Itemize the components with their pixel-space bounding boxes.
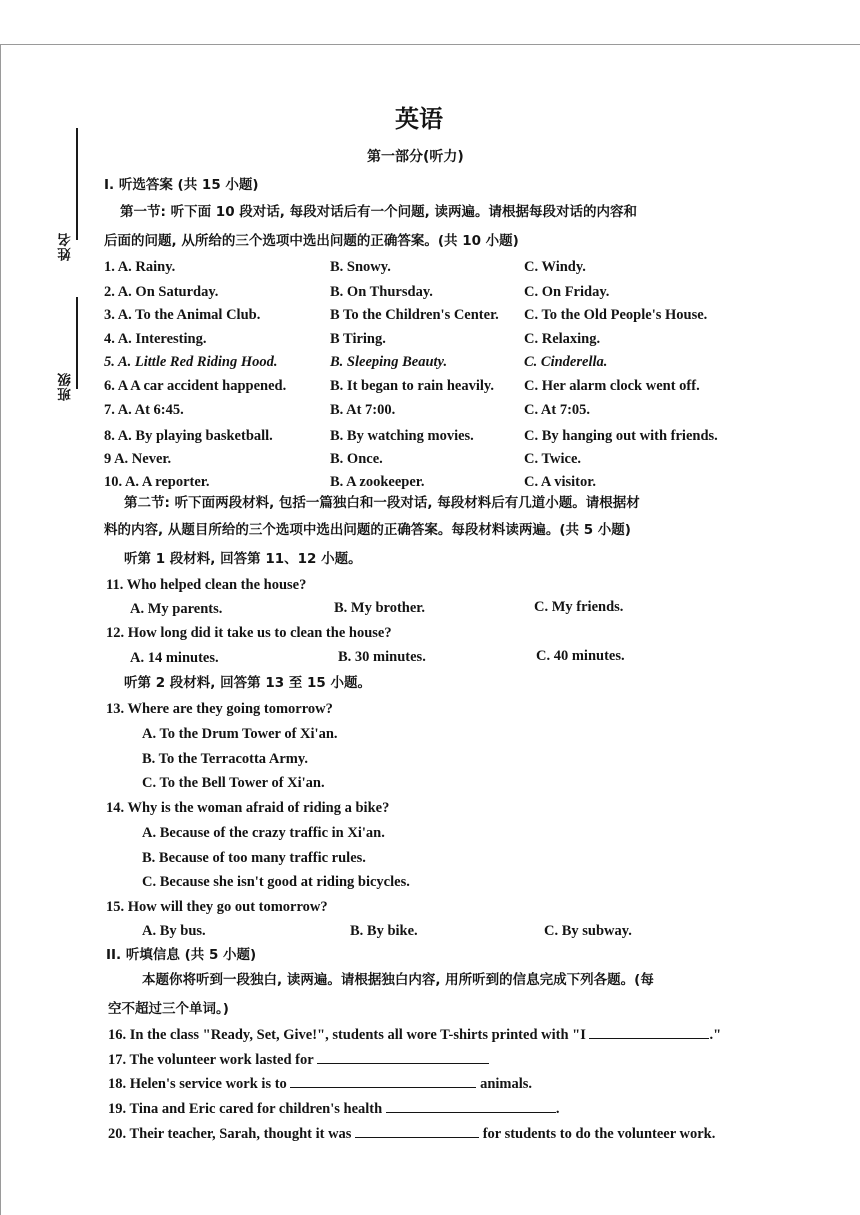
- q8-option-c: C. By hanging out with friends.: [524, 428, 718, 444]
- q12-stem: 12. How long did it take us to clean the house?: [106, 625, 392, 641]
- q9-option-b: B. Once.: [330, 451, 383, 467]
- section2-instruction-line2: 料的内容, 从题目所给的三个选项中选出问题的正确答案。每段材料读两遍。(共 5 小题): [104, 522, 631, 538]
- q17-blank[interactable]: [317, 1051, 489, 1064]
- q16-line: [108, 1026, 721, 1044]
- q17-text-before: 17. The volunteer work lasted for: [108, 1052, 318, 1068]
- q3-option-a: 3. A. To the Animal Club.: [104, 307, 261, 323]
- q9-option-a: 9 A. Never.: [104, 451, 172, 467]
- q20-text-before: 20. Their teacher, Sarah, thought it was: [108, 1126, 356, 1142]
- class-line: [76, 297, 78, 389]
- page-title: 英语: [395, 105, 443, 133]
- q7-option-c: C. At 7:05.: [524, 402, 591, 418]
- q20-blank[interactable]: [355, 1125, 479, 1138]
- q10-option-c: C. A visitor.: [524, 474, 596, 490]
- q15-option-b: B. By bike.: [350, 923, 418, 939]
- q19-blank[interactable]: [386, 1100, 556, 1113]
- q3-option-b: B To the Children's Center.: [330, 307, 499, 323]
- material2-heading: 听第 2 段材料, 回答第 13 至 15 小题。: [124, 675, 371, 691]
- q11-option-b: B. My brother.: [334, 600, 426, 616]
- q15-option-c: C. By subway.: [544, 923, 632, 939]
- section1-instruction-line1: 第一节: 听下面 10 段对话, 每段对话后有一个问题, 读两遍。请根据每段对话的内容和: [120, 204, 637, 220]
- q2-option-b: B. On Thursday.: [330, 284, 433, 300]
- q11-stem: 11. Who helped clean the house?: [106, 577, 307, 593]
- q1-option-a: 1. A. Rainy.: [104, 259, 176, 275]
- page-subtitle: 第一部分(听力): [367, 149, 464, 165]
- q10-option-b: B. A zookeeper.: [330, 474, 425, 490]
- q20-line: [108, 1125, 715, 1143]
- q9-option-c: C. Twice.: [524, 451, 582, 467]
- material1-heading: 听第 1 段材料, 回答第 11、12 小题。: [124, 551, 362, 567]
- q8-option-b: B. By watching movies.: [330, 428, 474, 444]
- q4-option-b: B Tiring.: [330, 331, 386, 347]
- name-label: 姓名: [58, 232, 74, 261]
- q11-option-c: C. My friends.: [534, 599, 624, 615]
- q19-text-after: .: [555, 1101, 560, 1117]
- q18-line: [108, 1075, 532, 1093]
- q11-option-a: A. My parents.: [130, 601, 223, 617]
- q6-option-c: C. Her alarm clock went off.: [524, 378, 700, 394]
- q13-option-a: A. To the Drum Tower of Xi'an.: [142, 726, 338, 742]
- q5-option-a: 5. A. Little Red Riding Hood.: [104, 354, 278, 370]
- q12-option-b: B. 30 minutes.: [338, 649, 426, 665]
- q16-text-before: 16. In the class "Ready, Set, Give!", students all wore T-shirts printed with "I: [108, 1027, 590, 1043]
- q12-option-c: C. 40 minutes.: [536, 648, 625, 664]
- frame-top-border: [0, 44, 860, 45]
- q8-option-a: 8. A. By playing basketball.: [104, 428, 273, 444]
- q2-option-c: C. On Friday.: [524, 284, 610, 300]
- q14-option-a: A. Because of the crazy traffic in Xi'an.: [142, 825, 385, 841]
- q16-text-after: .": [709, 1027, 722, 1043]
- q14-option-b: B. Because of too many traffic rules.: [142, 850, 366, 866]
- q13-option-c: C. To the Bell Tower of Xi'an.: [142, 775, 325, 791]
- q1-option-b: B. Snowy.: [330, 259, 391, 275]
- q14-option-c: C. Because she isn't good at riding bicycles.: [142, 874, 410, 890]
- q7-option-a: 7. A. At 6:45.: [104, 402, 184, 418]
- part1-heading: I. 听选答案 (共 15 小题): [104, 177, 259, 193]
- section2-instruction-line1: 第二节: 听下面两段材料, 包括一篇独白和一段对话, 每段材料后有几道小题。请根据材: [124, 495, 640, 511]
- q5-option-b: B. Sleeping Beauty.: [330, 354, 448, 370]
- q6-option-b: B. It began to rain heavily.: [330, 378, 494, 394]
- q20-text-after: for students to do the volunteer work.: [479, 1126, 716, 1142]
- q4-option-a: 4. A. Interesting.: [104, 331, 207, 347]
- section1-instruction-line2: 后面的问题, 从所给的三个选项中选出问题的正确答案。(共 10 小题): [104, 233, 519, 249]
- frame-left-border: [0, 44, 1, 1215]
- q18-text-after: animals.: [476, 1076, 533, 1092]
- q2-option-a: 2. A. On Saturday.: [104, 284, 219, 300]
- q5-option-c: C. Cinderella.: [524, 354, 608, 370]
- q3-option-c: C. To the Old People's House.: [524, 307, 708, 323]
- q1-option-c: C. Windy.: [524, 259, 586, 275]
- q15-option-a: A. By bus.: [142, 923, 206, 939]
- part2-instruction-line1: 本题你将听到一段独白, 读两遍。请根据独白内容, 用所听到的信息完成下列各题。(每: [142, 972, 654, 988]
- q10-option-a: 10. A. A reporter.: [104, 474, 210, 490]
- q19-line: [108, 1100, 559, 1118]
- class-label: 班级: [58, 372, 74, 401]
- q14-stem: 14. Why is the woman afraid of riding a bike?: [106, 800, 390, 816]
- q13-stem: 13. Where are they going tomorrow?: [106, 701, 333, 717]
- part2-heading: II. 听填信息 (共 5 小题): [106, 947, 257, 963]
- q16-blank[interactable]: [589, 1026, 709, 1039]
- q18-text-before: 18. Helen's service work is to: [108, 1076, 291, 1092]
- q19-text-before: 19. Tina and Eric cared for children's health: [108, 1101, 386, 1117]
- q4-option-c: C. Relaxing.: [524, 331, 601, 347]
- q6-option-a: 6. A A car accident happened.: [104, 378, 287, 394]
- q17-line: [108, 1051, 489, 1069]
- part2-instruction-line2: 空不超过三个单词。): [108, 1001, 229, 1017]
- q18-blank[interactable]: [290, 1075, 476, 1088]
- q15-stem: 15. How will they go out tomorrow?: [106, 899, 328, 915]
- q12-option-a: A. 14 minutes.: [130, 650, 219, 666]
- q13-option-b: B. To the Terracotta Army.: [142, 751, 308, 767]
- name-line: [76, 128, 78, 240]
- q7-option-b: B. At 7:00.: [330, 402, 396, 418]
